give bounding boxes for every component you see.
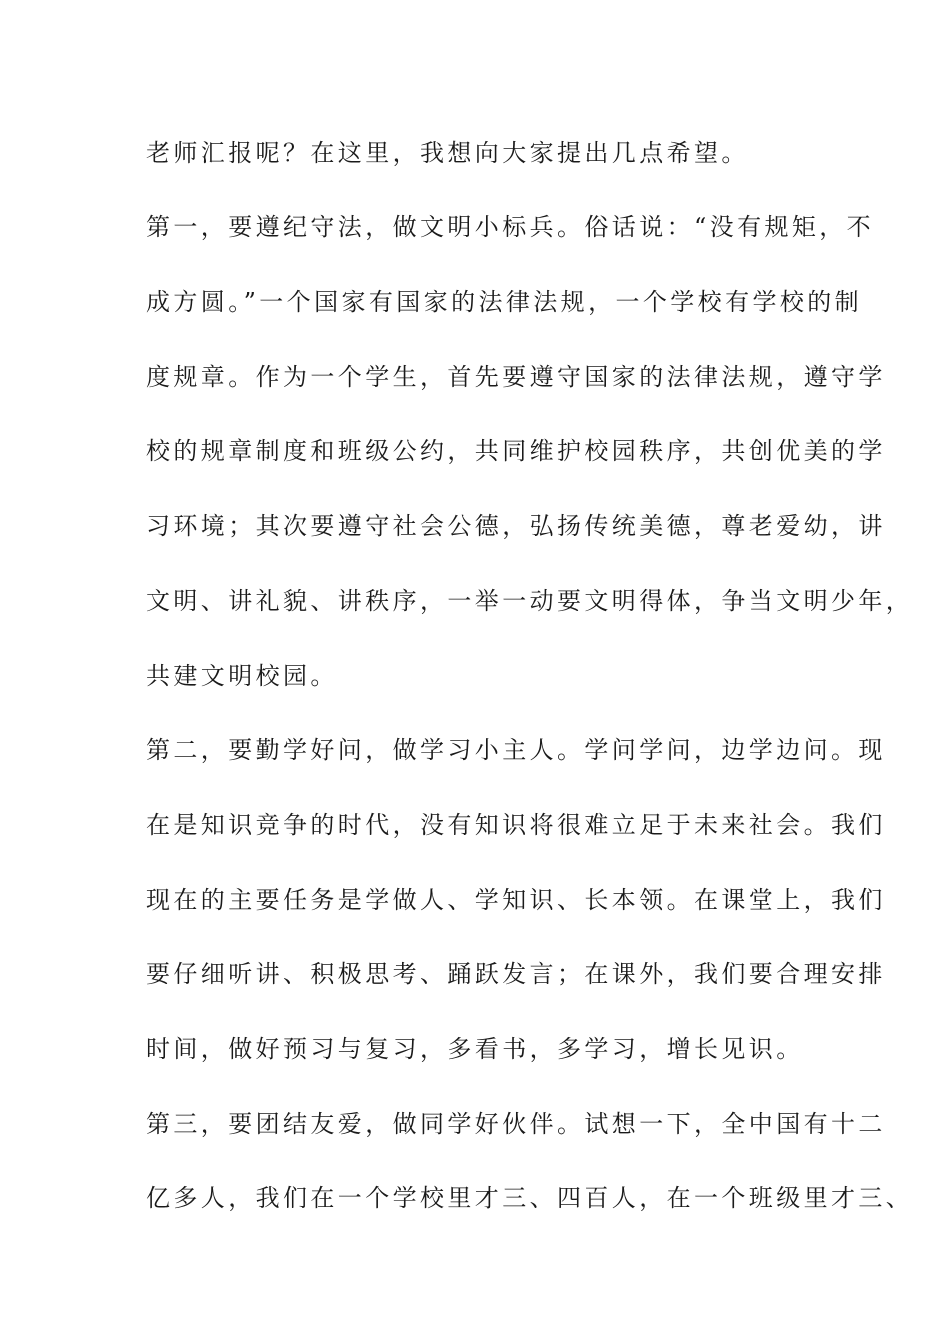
text-line: 时间，做好预习与复习，多看书，多学习，增长见识。 <box>146 1035 804 1063</box>
text-line: 第一，要遵纪守法，做文明小标兵。俗话说：“没有规矩，不 <box>146 213 875 241</box>
text-line: 在是知识竞争的时代，没有知识将很难立足于未来社会。我们 <box>146 811 886 839</box>
text-line: 习环境；其次要遵守社会公德，弘扬传统美德，尊老爱幼，讲 <box>146 512 886 540</box>
text-line: 要仔细听讲、积极思考、踊跃发言；在课外，我们要合理安排 <box>146 960 886 988</box>
text-line: 老师汇报呢？在这里，我想向大家提出几点希望。 <box>146 139 749 167</box>
text-line: 亿多人，我们在一个学校里才三、四百人，在一个班级里才三、 <box>146 1184 914 1212</box>
text-line: 度规章。作为一个学生，首先要遵守国家的法律法规，遵守学 <box>146 363 886 391</box>
text-line: 校的规章制度和班级公约，共同维护校园秩序，共创优美的学 <box>146 437 886 465</box>
text-line: 成方圆。”一个国家有国家的法律法规，一个学校有学校的制 <box>146 288 863 316</box>
text-line: 现在的主要任务是学做人、学知识、长本领。在课堂上，我们 <box>146 886 886 914</box>
text-line: 第二，要勤学好问，做学习小主人。学问学问，边学边问。现 <box>146 736 886 764</box>
text-line: 共建文明校园。 <box>146 662 338 690</box>
text-line: 文明、讲礼貌、讲秩序，一举一动要文明得体，争当文明少年， <box>146 587 914 615</box>
text-line: 第三，要团结友爱，做同学好伙伴。试想一下，全中国有十二 <box>146 1110 886 1138</box>
